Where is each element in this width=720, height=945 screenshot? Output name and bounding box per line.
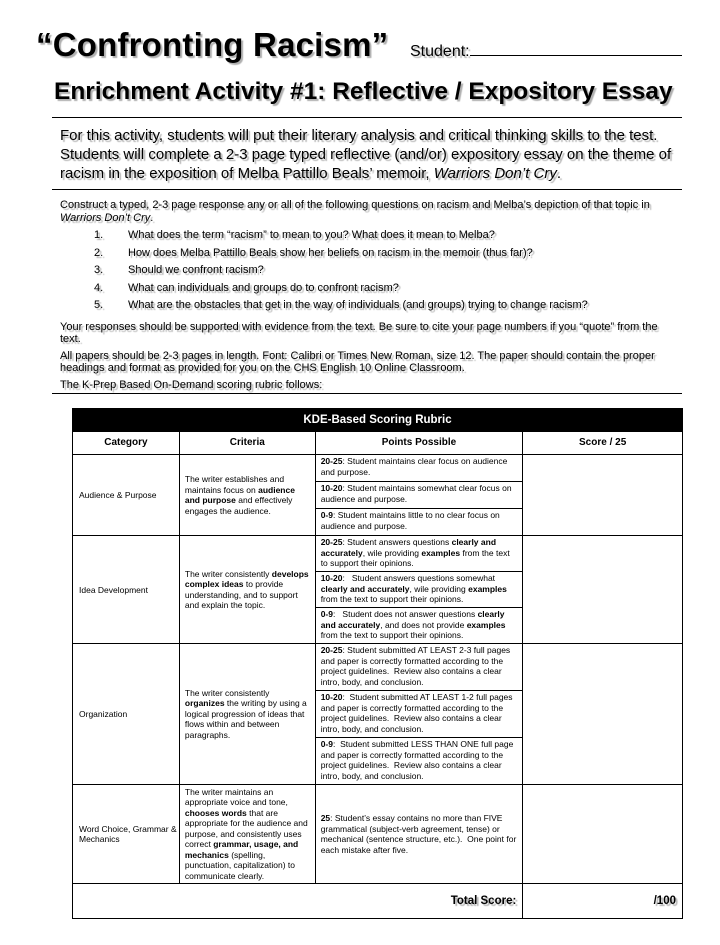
question-item [60,264,680,282]
scoring-rubric-table [72,408,683,919]
rubric-title-row [73,409,683,432]
instructions-lead-text: Construct a typed, 2-3 page response any or all of the following questions on racism and Melba’s depiction of that topic in [60,199,650,211]
rubric-header-row [73,432,683,455]
question-item [60,229,680,247]
points-cell: 0-9: Student maintains little to no clear focus on audience and purpose. [315,509,523,536]
table-row [73,644,683,691]
points-cell: 0-9: Student does not answer questions clearly and accurately, and does not provide examples from the text to support their opinions. [315,608,523,644]
points-cell: 10-20: Student submitted AT LEAST 1-2 full pages and paper is correctly formatted according to the project guidelines. Review also contains a clear intro, body, and conclusion. [315,691,523,738]
question-number: 5. [94,299,104,311]
intro-end: . [556,165,562,182]
category-cell: Audience & Purpose [73,455,180,536]
question-text: What does the term “racism” to mean to you? What does it mean to Melba? [128,229,495,241]
total-score-label: Total Score: [73,884,523,919]
question-item [60,299,680,317]
points-cell: 25: Student’s essay contains no more than FIVE grammatical (subject-verb agreement, tense) or mechanical (sentence structure, etc.). One point for each mistake after five. [315,785,523,884]
page-title: “Confronting Racism” [36,26,389,63]
score-cell[interactable] [523,644,683,785]
student-label: Student: [410,43,470,60]
table-row [73,455,683,482]
instructions-lead [60,199,680,224]
rubric-note: The K-Prep Based On-Demand scoring rubric follows: [60,378,323,391]
table-row [73,536,683,572]
question-text: How does Melba Pattillo Beals show her beliefs on racism in the memoir (thus far)? [128,246,533,259]
intro-paragraph [60,126,680,183]
criteria-cell: The writer consistently organizes the writing by using a logical progression of ideas that flows within and between paragraphs. [179,644,315,785]
criteria-cell: The writer maintains an appropriate voice and tone, chooses words that are appropriate for the audience and purpose, and consistently uses correct grammar, usage, and mechanics (spelling, punctuation, capitalization) to communicate clearly. [179,785,315,884]
rubric-title: KDE-Based Scoring Rubric [73,409,683,432]
question-number: 1. [94,229,104,241]
total-score-value: /100 [523,884,683,919]
score-cell[interactable] [523,536,683,644]
points-cell: 20-25: Student maintains clear focus on audience and purpose. [315,455,523,482]
column-header: Points Possible [315,432,523,455]
instructions-section [60,199,680,391]
page-subtitle: Enrichment Activity #1: Reflective / Expository Essay [54,78,673,105]
question-number: 2. [94,246,104,259]
category-cell: Organization [73,644,180,785]
column-header: Score / 25 [523,432,683,455]
question-text: What are the obstacles that get in the way of individuals (and groups) trying to change racism? [128,299,588,311]
intro-book-title: Warriors Don’t Cry [433,165,557,182]
points-cell: 10-20: Student maintains somewhat clear focus on audience and purpose. [315,482,523,509]
student-name-line [470,41,682,56]
question-list [60,229,680,317]
criteria-cell: The writer consistently develops complex ideas to provide understanding, and to support and explain the topic. [179,536,315,644]
student-name-field [410,41,682,61]
points-cell: 10-20: Student answers questions somewhat clearly and accurately, wile providing examples from the text to support their opinions. [315,572,523,608]
column-header: Criteria [179,432,315,455]
instructions-book-title: Warriors Don’t Cry [60,211,151,224]
question-text: What can individuals and groups do to confront racism? [128,281,399,294]
total-row [73,884,683,919]
intro-text: For this activity, students will put their literary analysis and critical thinking skills to the test. Students will complete a 2-3 page typed reflective (and/or) expository essay on the theme of racism in the exposition of Melba Pattillo Beals’ memoir, [60,127,672,182]
question-item [60,247,680,265]
score-cell[interactable] [523,785,683,884]
points-cell: 20-25: Student answers questions clearly and accurately, wile providing examples from the text to support their opinions. [315,536,523,572]
divider [52,189,682,190]
evidence-note: Your responses should be supported with evidence from the text. Be sure to cite your page numbers if you “quote” from the text. [60,320,658,345]
question-number: 4. [94,281,104,294]
divider [52,117,682,118]
criteria-cell: The writer establishes and maintains focus on audience and purpose and effectively engages the audience. [179,455,315,536]
format-note: All papers should be 2-3 pages in length. Font: Calibri or Times New Roman, size 12. The paper should contain the proper headings and format as provided for you on the CHS English 10 Online Classroom. [60,349,655,374]
question-text: Should we confront racism? [128,264,264,276]
question-number: 3. [94,264,104,276]
divider [52,393,682,394]
score-cell[interactable] [523,455,683,536]
category-cell: Word Choice, Grammar & Mechanics [73,785,180,884]
points-cell: 0-9: Student submitted LESS THAN ONE full page and paper is correctly formatted according to the project guidelines. Review also contains a clear intro, body, and conclusion. [315,738,523,785]
points-cell: 20-25: Student submitted AT LEAST 2-3 full pages and paper is correctly formatted according to the project guidelines. Review also contains a clear intro, body, and conclusion. [315,644,523,691]
table-row [73,785,683,884]
category-cell: Idea Development [73,536,180,644]
instructions-lead-end: . [150,211,154,224]
question-item [60,282,680,300]
column-header: Category [73,432,180,455]
